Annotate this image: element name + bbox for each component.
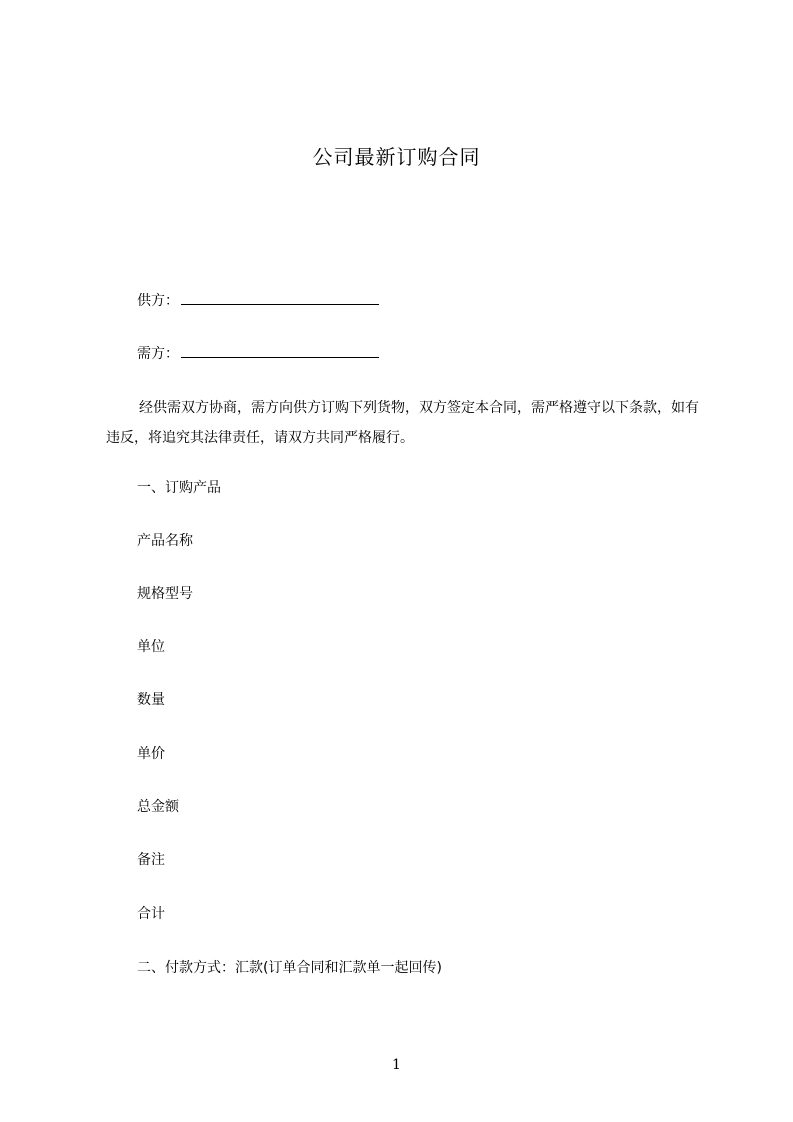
supplier-blank [181, 290, 379, 305]
buyer-line [137, 343, 379, 364]
field-sum: 合计 [137, 906, 165, 922]
field-spec-model: 规格型号 [137, 586, 193, 602]
field-unit-price: 单价 [137, 746, 165, 762]
intro-paragraph: 经供需双方协商，需方向供方订购下列货物，双方签定本合同，需严格遵守以下条款，如有违反，将追究其法律责任，请双方共同严格履行。 [106, 400, 699, 446]
section-heading-products: 一、订购产品 [137, 480, 221, 496]
supplier-line [137, 290, 379, 311]
buyer-label: 需方： [137, 346, 179, 362]
page-number: 1 [392, 1057, 401, 1073]
field-total-amount: 总金额 [137, 799, 179, 815]
field-remarks: 备注 [137, 852, 165, 868]
buyer-blank [181, 343, 379, 358]
supplier-label: 供方： [137, 293, 179, 309]
field-unit: 单位 [137, 639, 165, 655]
section-heading-payment: 二、付款方式：汇款(订单合同和汇款单一起回传) [137, 960, 442, 976]
field-product-name: 产品名称 [137, 533, 193, 549]
document-title: 公司最新订购合同 [312, 145, 481, 169]
field-quantity: 数量 [137, 692, 165, 708]
